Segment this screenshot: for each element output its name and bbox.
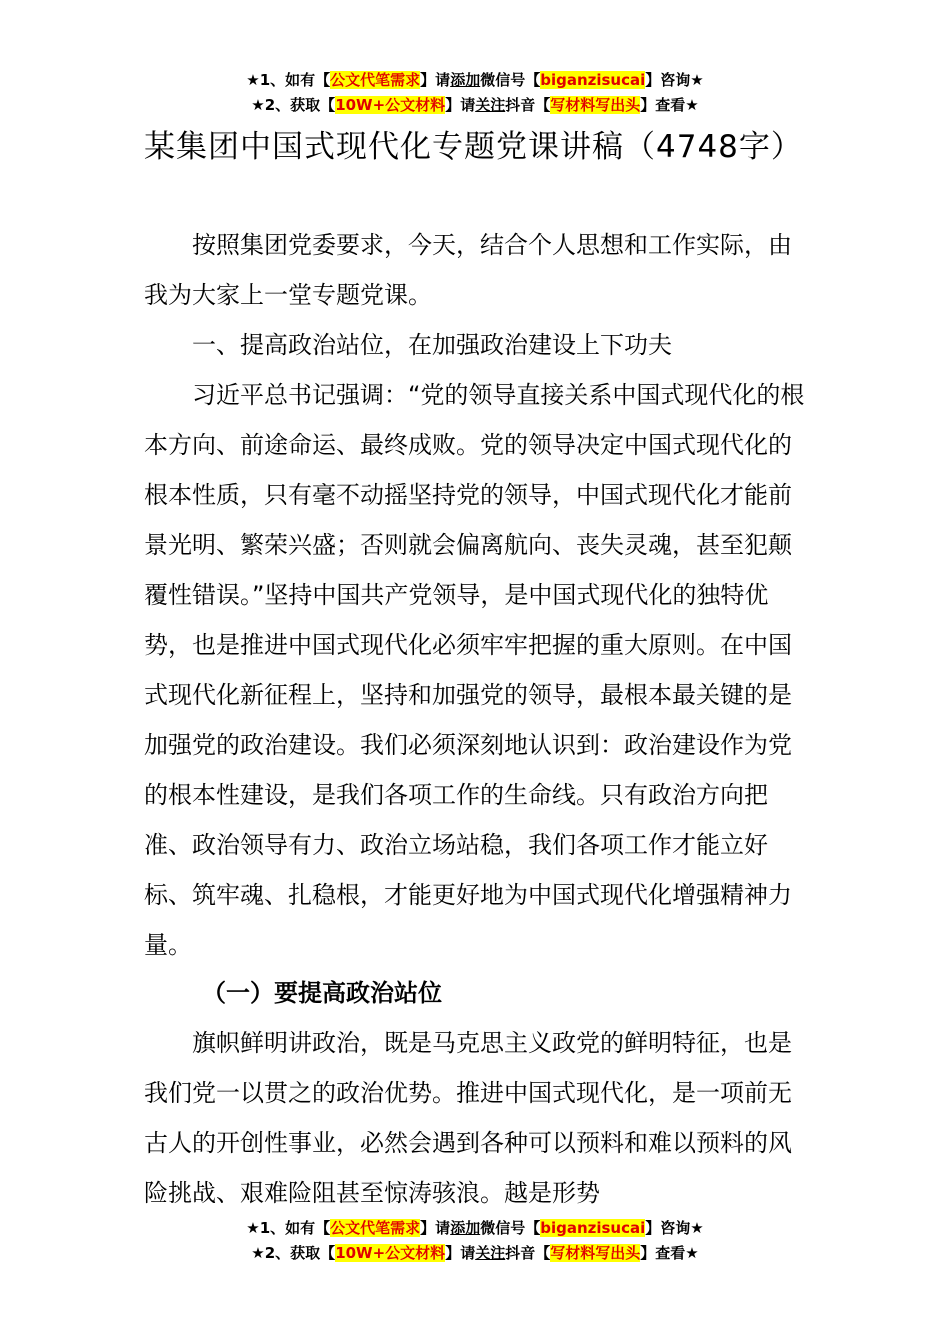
promo-underlined: 关注 (475, 96, 506, 114)
promo-douyin-id: 写材料写出头 (550, 96, 641, 114)
subsection-heading: （一）要提高政治站位 (202, 979, 442, 1007)
promo-wechat-id: biganzisucai (540, 1219, 646, 1237)
promo-text: 微信号【 (480, 71, 541, 89)
promo-line-2 (0, 93, 950, 118)
promo-text: 】咨询★ (645, 1219, 704, 1237)
promo-highlight: 公文代笔需求 (330, 1219, 421, 1237)
promo-text: 】请 (420, 71, 451, 89)
promo-text: 】咨询★ (645, 71, 704, 89)
promo-wechat-id: biganzisucai (540, 71, 646, 89)
promo-text: 微信号【 (480, 1219, 541, 1237)
document-title: 某集团中国式现代化专题党课讲稿（4748字） (144, 129, 803, 165)
promo-text: ★2、获取【 (251, 96, 336, 114)
body-paragraph: 习近平总书记强调：“党的领导直接关系中国式现代化的根本方向、前途命运、最终成败。党的领导决定中国式现代化的根本性质，只有毫不动摇坚持党的领导，中国式现代化才能前景光明、繁荣兴盛；否则就会偏离航向、丧失灵魂，甚至犯颠覆性错误。”坚持中国共产党领导，是中国式现代化的独特优势，也是推进中国式现代化必须牢牢把握的重大原则。在中国式现代化新征程上，坚持和加强党的领导，最根本最关键的是加强党的政治建设。我们必须深刻地认识到：政治建设作为党的根本性建设，是我们各项工作的生命线。只有政治方向把准、政治领导有力、政治立场站稳，我们各项工作才能立好标、筑牢魂、扎稳根，才能更好地为中国式现代化增强精神力量。 (144, 381, 805, 959)
promo-text: 抖音【 (505, 1244, 551, 1262)
promo-douyin-id: 写材料写出头 (550, 1244, 641, 1262)
promo-text: 】请 (445, 1244, 476, 1262)
body-paragraph: 旗帜鲜明讲政治，既是马克思主义政党的鲜明特征，也是我们党一以贯之的政治优势。推进中国式现代化，是一项前无古人的开创性事业，必然会遇到各种可以预料和难以预料的风险挑战、艰难险阻甚至惊涛骇浪。越是形势 (144, 1029, 792, 1207)
promo-underlined: 添加 (450, 1219, 481, 1237)
promo-banner-bottom (0, 1216, 950, 1266)
promo-text: 】查看★ (640, 96, 699, 114)
promo-line-1 (0, 1216, 950, 1241)
promo-underlined: 添加 (450, 71, 481, 89)
promo-text: 】请 (420, 1219, 451, 1237)
promo-text: ★2、获取【 (251, 1244, 336, 1262)
promo-text: 】查看★ (640, 1244, 699, 1262)
promo-underlined: 关注 (475, 1244, 506, 1262)
promo-highlight: 10W+公文材料 (335, 96, 446, 114)
promo-highlight: 10W+公文材料 (335, 1244, 446, 1262)
promo-highlight: 公文代笔需求 (330, 71, 421, 89)
promo-line-1 (0, 68, 950, 93)
section-heading: 一、提高政治站位，在加强政治建设上下功夫 (192, 331, 672, 359)
promo-line-2 (0, 1241, 950, 1266)
promo-text: ★1、如有【 (246, 1219, 331, 1237)
promo-text: 抖音【 (505, 96, 551, 114)
intro-paragraph: 按照集团党委要求，今天，结合个人思想和工作实际，由我为大家上一堂专题党课。 (144, 231, 792, 309)
promo-text: 】请 (445, 96, 476, 114)
promo-text: ★1、如有【 (246, 71, 331, 89)
promo-banner-top (0, 68, 950, 118)
